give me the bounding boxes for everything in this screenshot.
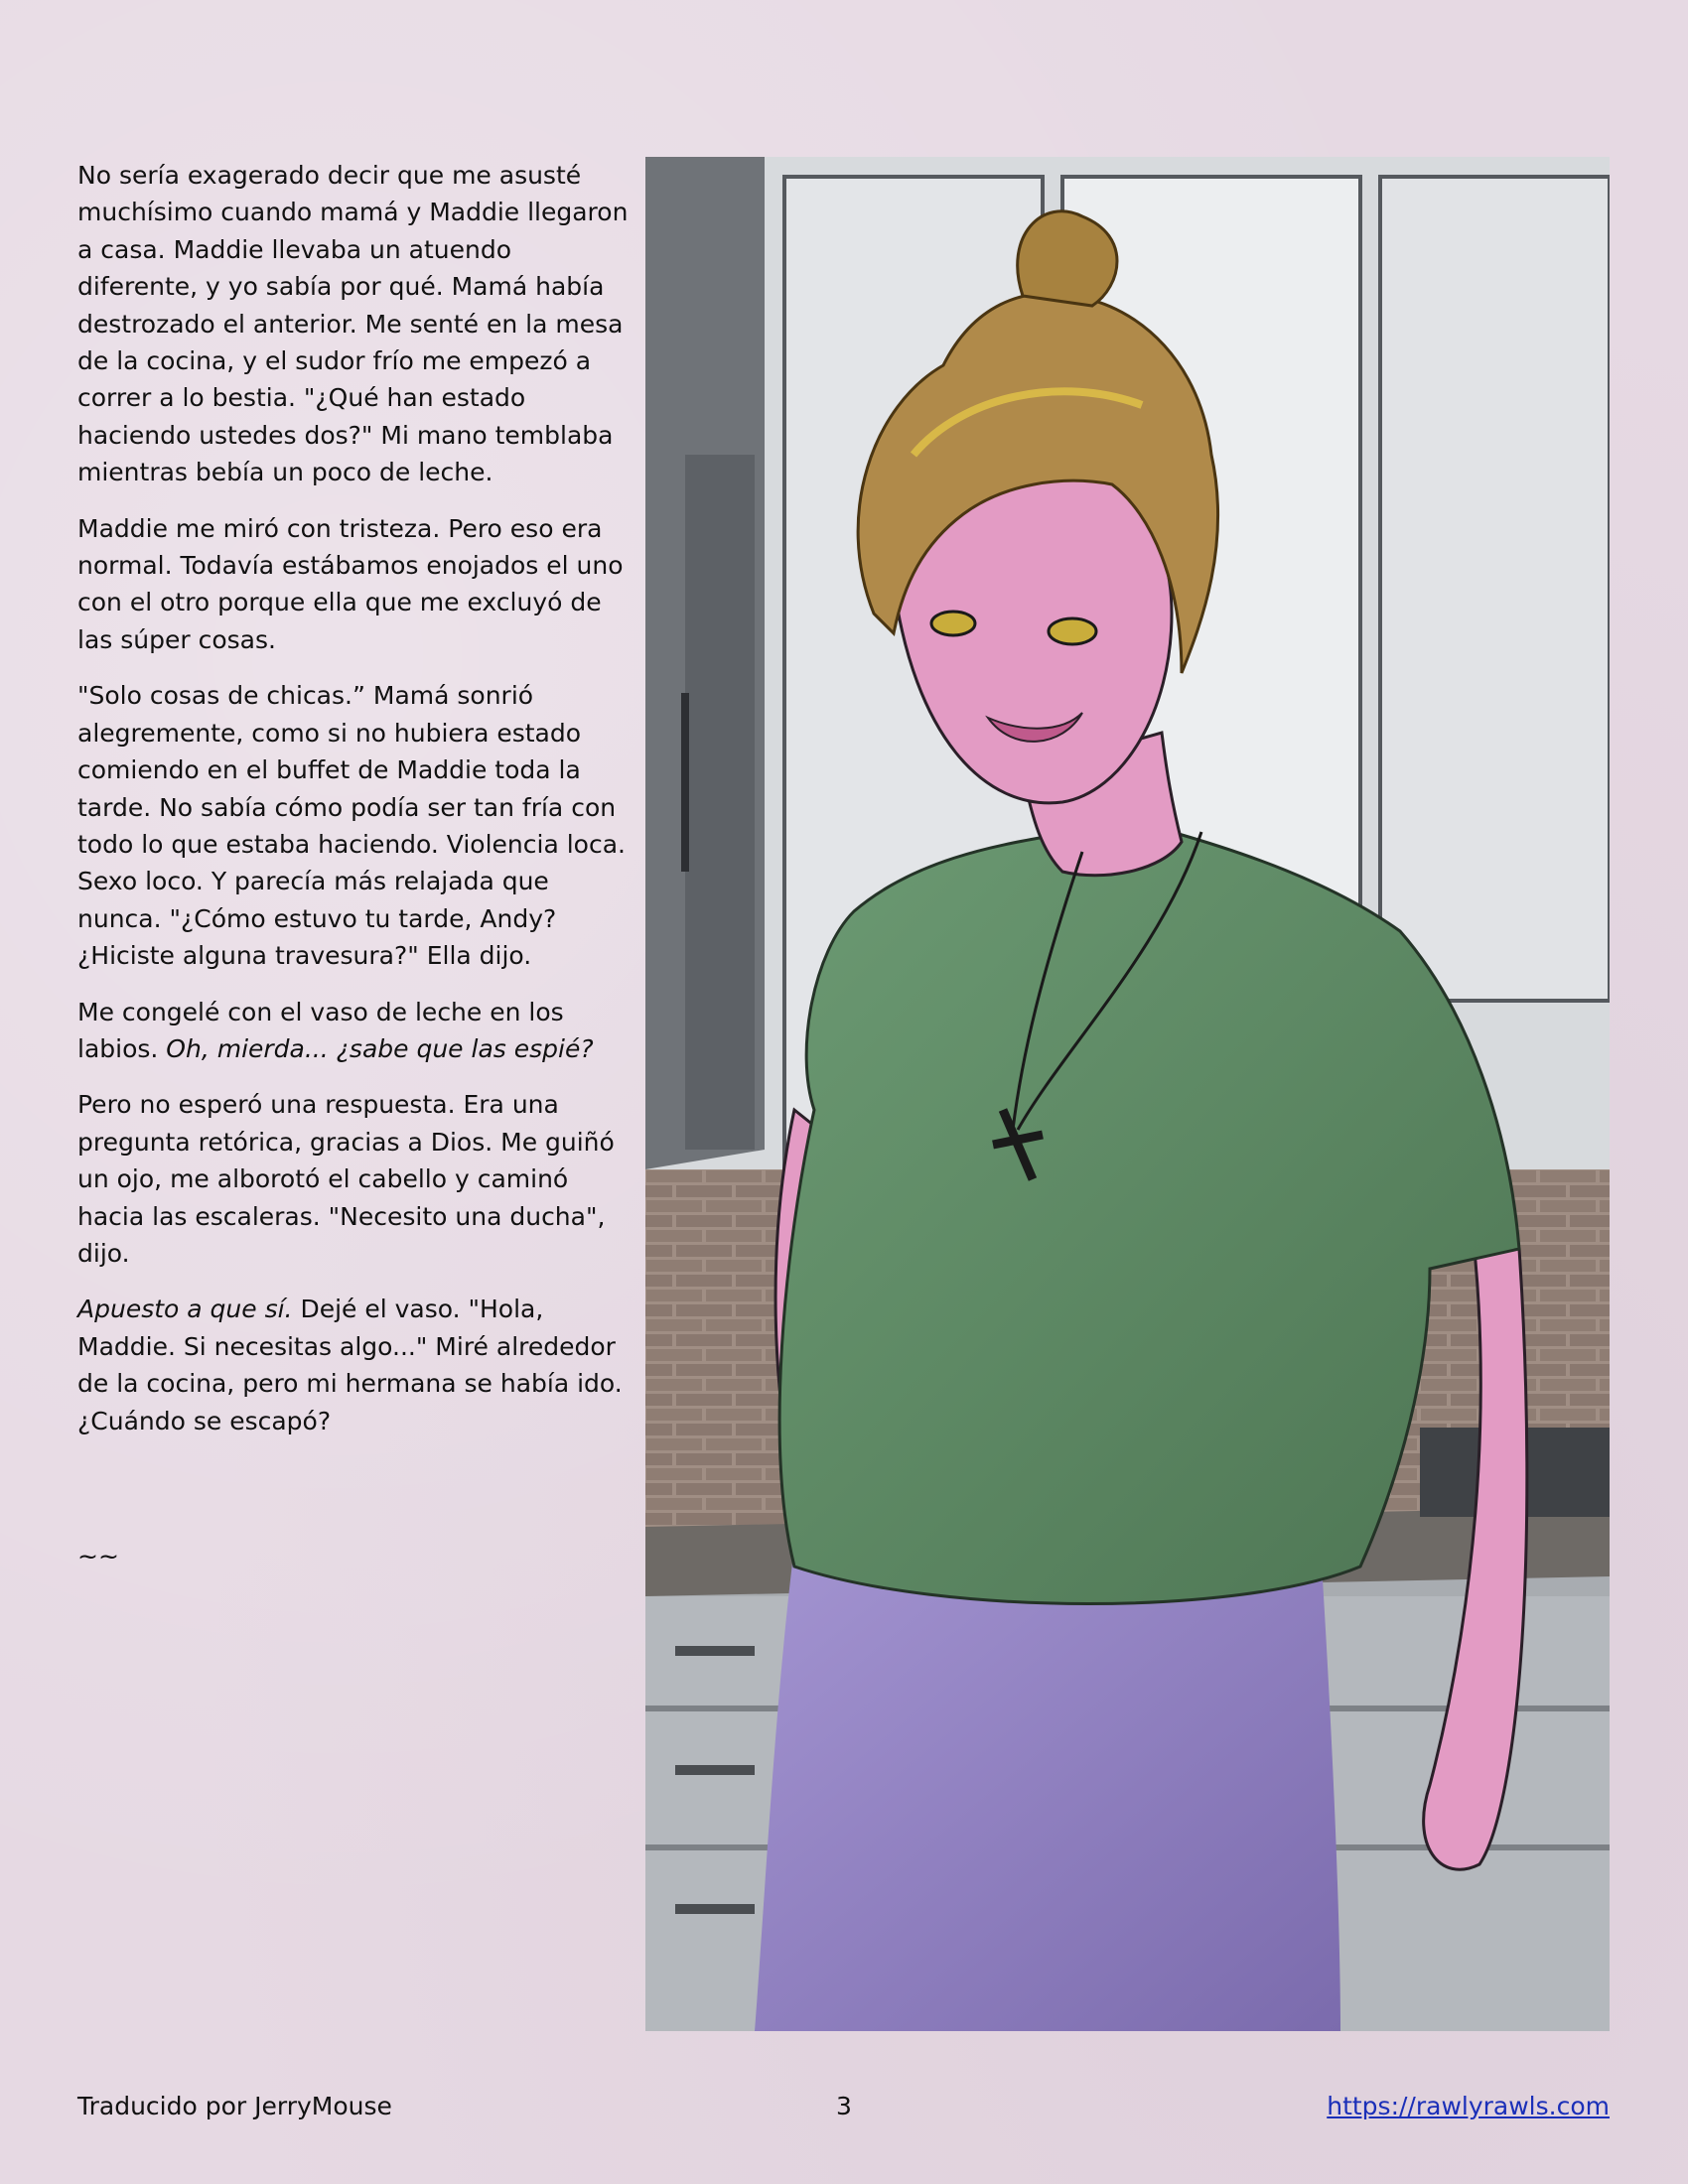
paragraph-4: Me congelé con el vaso de leche en los labios. Oh, mierda... ¿sabe que las espié? (77, 997, 594, 1063)
translator-credit: Traducido por JerryMouse (77, 2092, 392, 2120)
site-link[interactable]: https://rawlyrawls.com (1327, 2092, 1610, 2120)
woman-in-kitchen-drawing (645, 157, 1610, 2031)
kitchen-illustration (645, 157, 1610, 2031)
story-text (77, 157, 633, 1458)
paragraph-5: Pero no esperó una respuesta. Era una pregunta retórica, gracias a Dios. Me guiñó un ojo, me alborotó el cabello y caminó hacia las escaleras. "Necesito una ducha", dijo. (77, 1090, 615, 1268)
paragraph-2: Maddie me miró con tristeza. Pero eso era normal. Todavía estábamos enojados el uno con el otro porque ella que me excluyó de las súper cosas. (77, 513, 624, 654)
paragraph-1: No sería exagerado decir que me asusté muchísimo cuando mamá y Maddie llegaron a casa. Maddie llevaba un atuendo diferente, y yo sabía por qué. Mamá había destrozado el anterior. Me senté en la mesa de la cocina, y el sudor frío me empezó a correr a lo bestia. "¿Qué han estado haciendo ustedes dos?" Mi mano temblaba mientras bebía un poco de leche. (77, 161, 629, 487)
page-number: 3 (836, 2092, 852, 2120)
paragraph-3: "Solo cosas de chicas.” Mamá sonrió alegremente, como si no hubiera estado comiendo en el buffet de Maddie toda la tarde. No sabía cómo podía ser tan fría con todo lo que estaba haciendo. Violencia loca. Sexo loco. Y parecía más relajada que nunca. "¿Cómo estuvo tu tarde, Andy? ¿Hiciste alguna travesura?" Ella dijo. (77, 681, 626, 971)
page-footer (0, 2092, 1688, 2131)
paragraph-6: Apuesto a que sí. Dejé el vaso. "Hola, Maddie. Si necesitas algo..." Miré alrededor de la cocina, pero mi hermana se había ido. ¿Cuándo se escapó? (77, 1295, 623, 1435)
section-separator: ~~ (77, 1542, 119, 1570)
